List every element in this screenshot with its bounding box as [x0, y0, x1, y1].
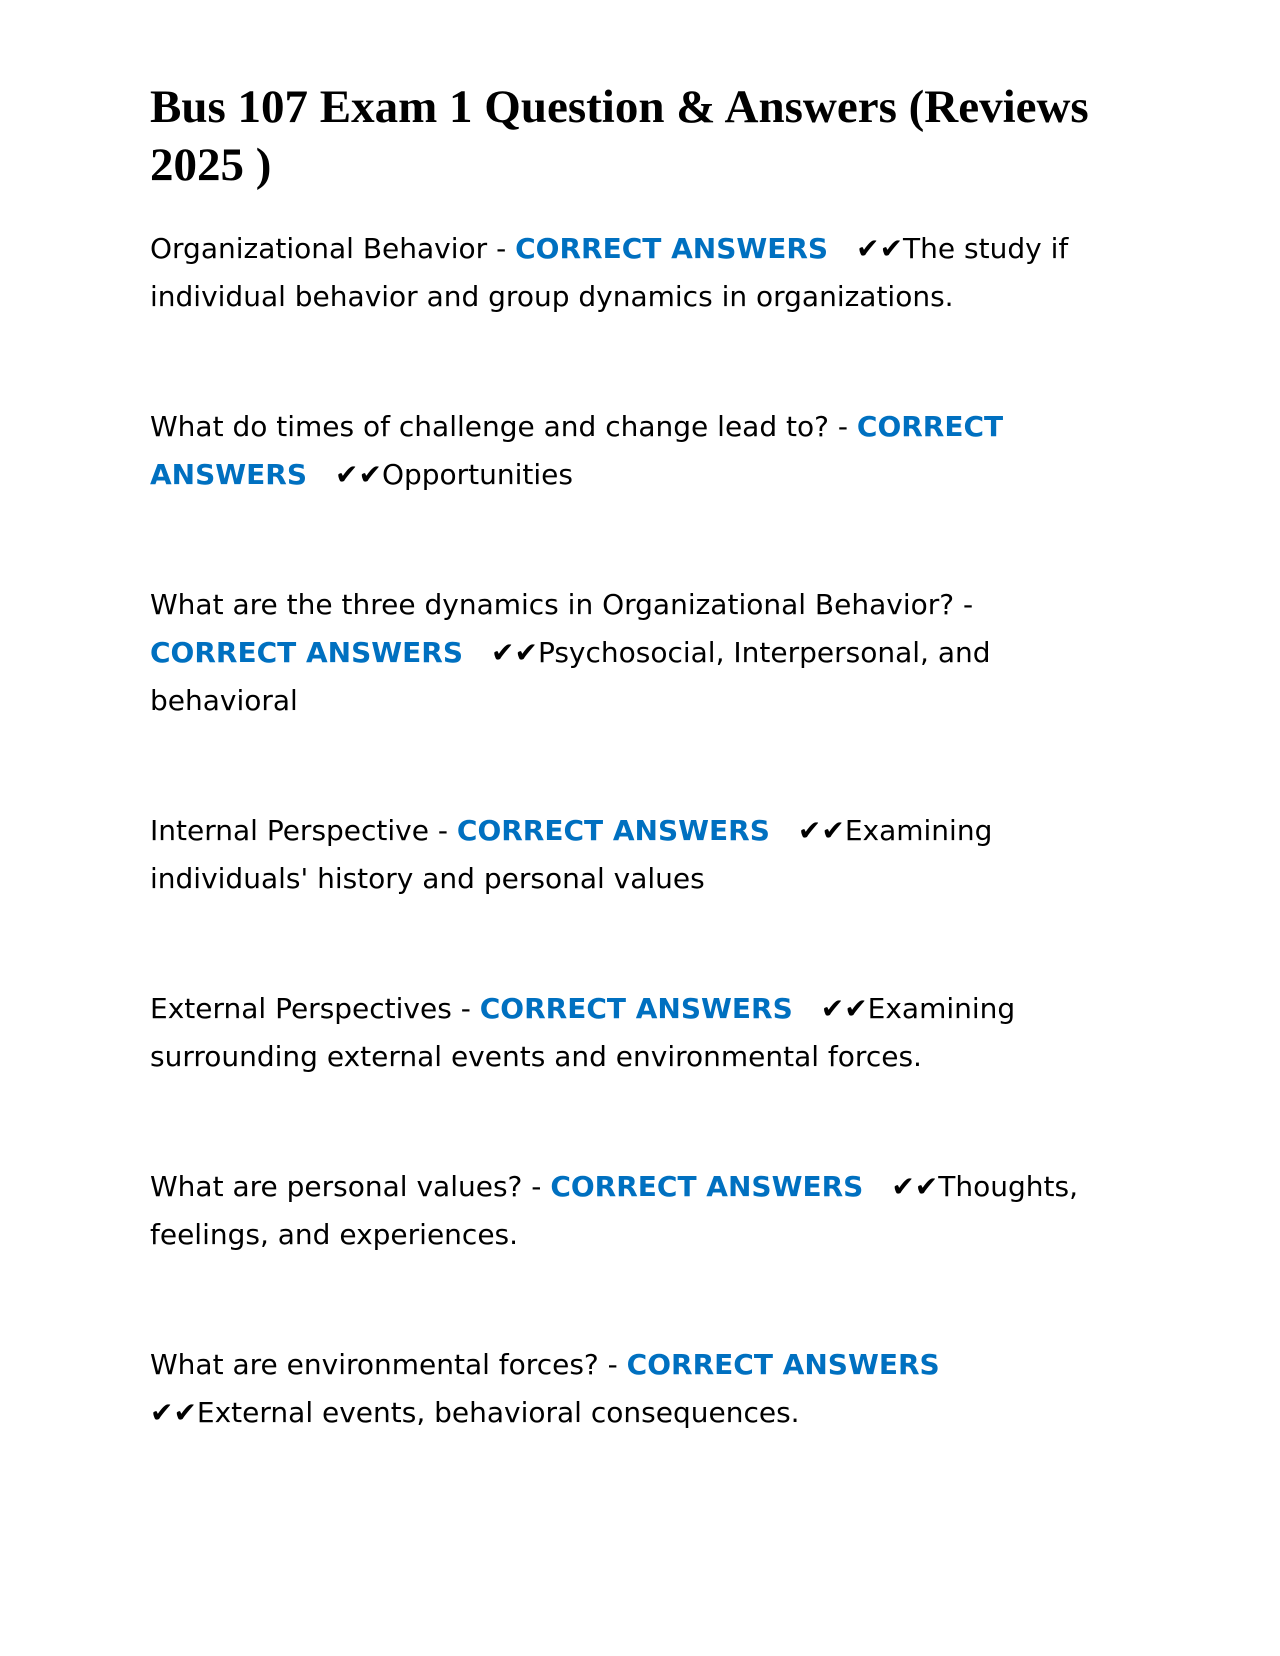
- question-text: What do times of challenge and change lead to? -: [150, 410, 857, 443]
- correct-answers-label: CORRECT ANSWERS: [515, 232, 829, 265]
- question-text: Organizational Behavior -: [150, 232, 516, 265]
- question-text: What are the three dynamics in Organizational Behavior? -: [150, 588, 974, 621]
- answer-text: Opportunities: [381, 458, 573, 491]
- document-title: Bus 107 Exam 1 Question & Answers (Reviews 2025 ): [150, 81, 1089, 191]
- answer-text: Examining individuals' history and personal values: [150, 814, 993, 895]
- answer-text: Psychosocial, Interpersonal, and behavioral: [150, 636, 991, 717]
- question-text: Internal Perspective -: [150, 814, 457, 847]
- check-mark-icon: ✔✔: [797, 814, 845, 847]
- document-page: [150, 78, 1120, 1519]
- question-text: What are personal values? -: [150, 1170, 551, 1203]
- check-mark-icon: ✔✔: [891, 1170, 939, 1203]
- check-mark-icon: ✔✔: [491, 636, 538, 669]
- qa-item: [150, 403, 1120, 499]
- qa-item: [150, 581, 1120, 725]
- answer-text: Thoughts, feelings, and experiences.: [150, 1170, 1078, 1251]
- correct-answers-label: CORRECT ANSWERS: [479, 992, 793, 1025]
- answer-text: The study if individual behavior and group dynamics in organizations.: [150, 232, 1069, 313]
- correct-answers-label: CORRECT ANSWERS: [550, 1170, 864, 1203]
- answer-text: External events, behavioral consequences.: [196, 1396, 800, 1429]
- qa-item: [150, 985, 1120, 1081]
- check-mark-icon: ✔✔: [856, 232, 904, 265]
- check-mark-icon: ✔✔: [150, 1396, 197, 1429]
- answer-text: Examining surrounding external events and environmental forces.: [150, 992, 1016, 1073]
- correct-answers-label: CORRECT ANSWERS: [456, 814, 770, 847]
- correct-answers-label: CORRECT ANSWERS: [150, 636, 464, 669]
- qa-item: [150, 1163, 1120, 1259]
- qa-item: [150, 807, 1120, 903]
- check-mark-icon: ✔✔: [335, 458, 382, 491]
- correct-answers-label: CORRECT ANSWERS: [150, 410, 1004, 491]
- question-text: External Perspectives -: [150, 992, 480, 1025]
- question-text: What are environmental forces? -: [150, 1348, 627, 1381]
- qa-item: [150, 1341, 1120, 1437]
- check-mark-icon: ✔✔: [820, 992, 868, 1025]
- qa-item: [150, 225, 1120, 321]
- correct-answers-label: CORRECT ANSWERS: [626, 1348, 940, 1381]
